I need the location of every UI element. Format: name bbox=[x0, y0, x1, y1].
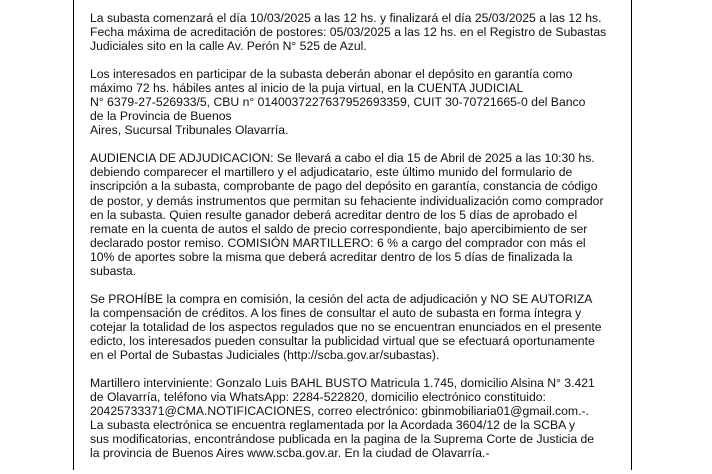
text-line: Martillero interviniente: Gonzalo Luis BAHL BUSTO Matricula 1.745, domicilio Alsina N° 3.421 bbox=[90, 376, 595, 391]
text-line: inscripción a la subasta, comprobante de pago del depósito en garantía, constancia de código bbox=[90, 179, 598, 194]
text-line: La subasta comenzará el día 10/03/2025 a las 12 hs. y finalizará el día 25/03/2025 a las 12 hs. bbox=[90, 11, 602, 25]
paragraph-auction-dates bbox=[90, 11, 625, 53]
text-line: Los interesados en participar de la subasta deberán abonar el depósito en garantía como bbox=[90, 67, 573, 82]
text-line: de Olavarría, teléfono via WhatsApp: 2284-522820, domicilio electrónico constituido: bbox=[90, 390, 546, 405]
text-line: subasta. bbox=[90, 263, 137, 278]
text-line: AUDIENCIA DE ADJUDICACION: Se llevará a cabo el dia 15 de Abril de 2025 a las 10:30 hs. bbox=[90, 151, 595, 166]
text-line: la compensación de créditos. A los fines de consultar el auto de subasta en forma íntegra y bbox=[90, 305, 582, 320]
text-line: remate en la cuenta de autos el saldo de precio correspondiente, bajo apercibimiento de ser bbox=[90, 221, 588, 236]
text-line: La subasta electrónica se encuentra reglamentada por la Acordada 3604/12 de la SCBA y bbox=[90, 418, 576, 433]
text-line: N° 6379-27-526933/5, CBU n° 0140037227637952693359, CUIT 30-70721665-0 del Banco bbox=[90, 95, 586, 110]
text-line: 20425733371@CMA.NOTIFICACIONES, correo electrónico: gbinmobiliaria01@gmail.com.-. bbox=[90, 404, 589, 419]
paragraph-prohibitions bbox=[90, 292, 625, 362]
text-line: Judiciales sito en la calle Av. Perón N° 525 de Azul. bbox=[90, 39, 367, 54]
text-line: de postor, y demás instrumentos que permitan su fehaciente individualización como comprador bbox=[90, 193, 604, 208]
text-line: Aires, Sucursal Tribunales Olavarría. bbox=[90, 123, 289, 138]
text-line: Fecha máxima de acreditación de postores: 05/03/2025 a las 12 hs. en el Registro de Subastas bbox=[90, 25, 607, 40]
paragraph-auctioneer-info bbox=[90, 376, 625, 460]
text-line: cotejar la totalidad de los aspectos regulados que no se encuentran enunciados en el presente bbox=[90, 319, 602, 334]
text-line: debiendo comparecer el martillero y el adjudicatario, este último munido del formulario de bbox=[90, 165, 573, 180]
text-line: en el Portal de Subastas Judiciales (http://scba.gov.ar/subastas). bbox=[90, 347, 440, 362]
paragraph-adjudication-hearing bbox=[90, 151, 625, 277]
document-body bbox=[90, 11, 625, 474]
text-line: máximo 72 hs. hábiles antes al inicio de la puja virtual, en la CUENTA JUDICIAL bbox=[90, 81, 524, 96]
text-line: declarado postor remiso. COMISIÓN MARTILLERO: 6 % a cargo del comprador con más el bbox=[90, 235, 586, 250]
text-line: en la subasta. Quien resulte ganador deberá acreditar dentro de los 5 días de aprobado el bbox=[90, 207, 578, 222]
text-line: 10% de aportes sobre la misma que deberá acreditar dentro de los 5 días de finalizada la bbox=[90, 249, 573, 264]
text-line: de la Provincia de Buenos bbox=[90, 109, 232, 124]
text-line: edicto, los interesados pueden consultar la publicidad virtual que se efectuará oportunamente bbox=[90, 333, 595, 348]
text-line: sus modificatorias, encontrándose publicada en la pagina de la Suprema Corte de Justicia de bbox=[90, 432, 595, 447]
text-line: Se PROHÍBE la compra en comisión, la cesión del acta de adjudicación y NO SE AUTORIZA bbox=[90, 291, 593, 306]
text-line: la provincia de Buenos Aires www.scba.gov.ar. En la ciudad de Olavarría.- bbox=[90, 446, 490, 461]
paragraph-deposit bbox=[90, 67, 625, 137]
